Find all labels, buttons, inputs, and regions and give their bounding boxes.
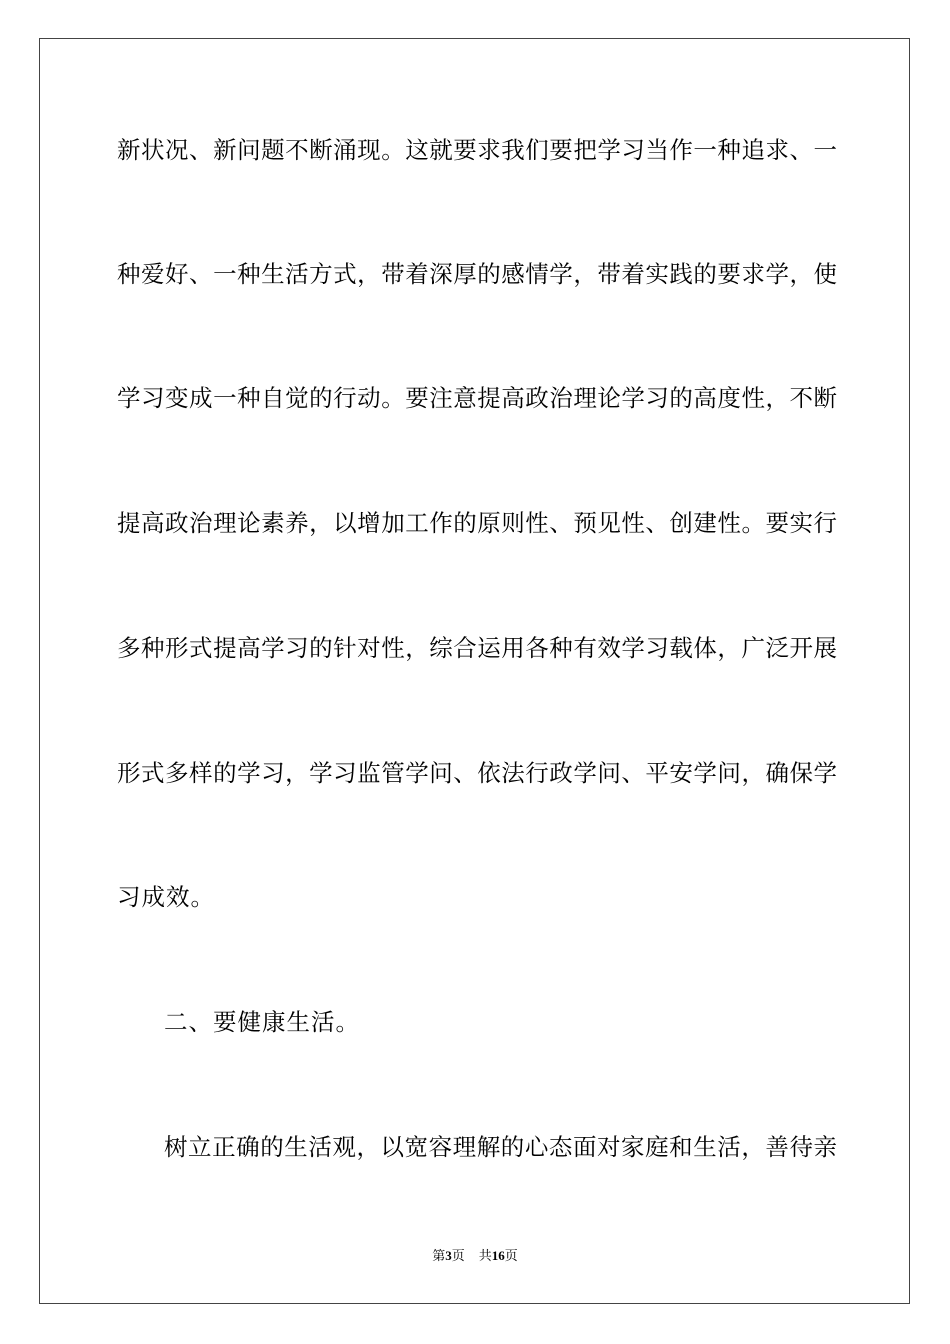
- paragraph-start-line: 树立正确的生活观，以宽容理解的心态面对家庭和生活，善待亲: [164, 1133, 837, 1161]
- body-line-5: 多种形式提高学习的针对性，综合运用各种有效学习载体，广泛开展: [117, 634, 837, 662]
- footer-total-prefix: 共: [478, 1249, 492, 1264]
- body-line-7: 习成效。: [117, 883, 215, 911]
- body-line-2: 种爱好、一种生活方式，带着深厚的感情学，带着实践的要求学，使: [117, 260, 837, 288]
- body-line-6: 形式多样的学习，学习监管学问、依法行政学问、平安学问，确保学: [117, 759, 837, 787]
- footer-page-prefix: 第: [432, 1249, 446, 1264]
- footer-page-number: 3: [445, 1248, 452, 1263]
- body-line-3: 学习变成一种自觉的行动。要注意提高政治理论学习的高度性，不断: [117, 384, 837, 412]
- footer-total-pages: 16: [491, 1248, 505, 1263]
- section-heading: 二、要健康生活。: [164, 1008, 360, 1036]
- page-footer: [0, 1248, 950, 1265]
- footer-total-suffix: 页: [504, 1249, 518, 1264]
- body-line-4: 提高政治理论素养，以增加工作的原则性、预见性、创建性。要实行: [117, 509, 837, 537]
- footer-page-suffix: 页: [451, 1249, 465, 1264]
- body-line-1: 新状况、新问题不断涌现。这就要求我们要把学习当作一种追求、一: [117, 136, 837, 164]
- page-frame: [39, 38, 910, 1304]
